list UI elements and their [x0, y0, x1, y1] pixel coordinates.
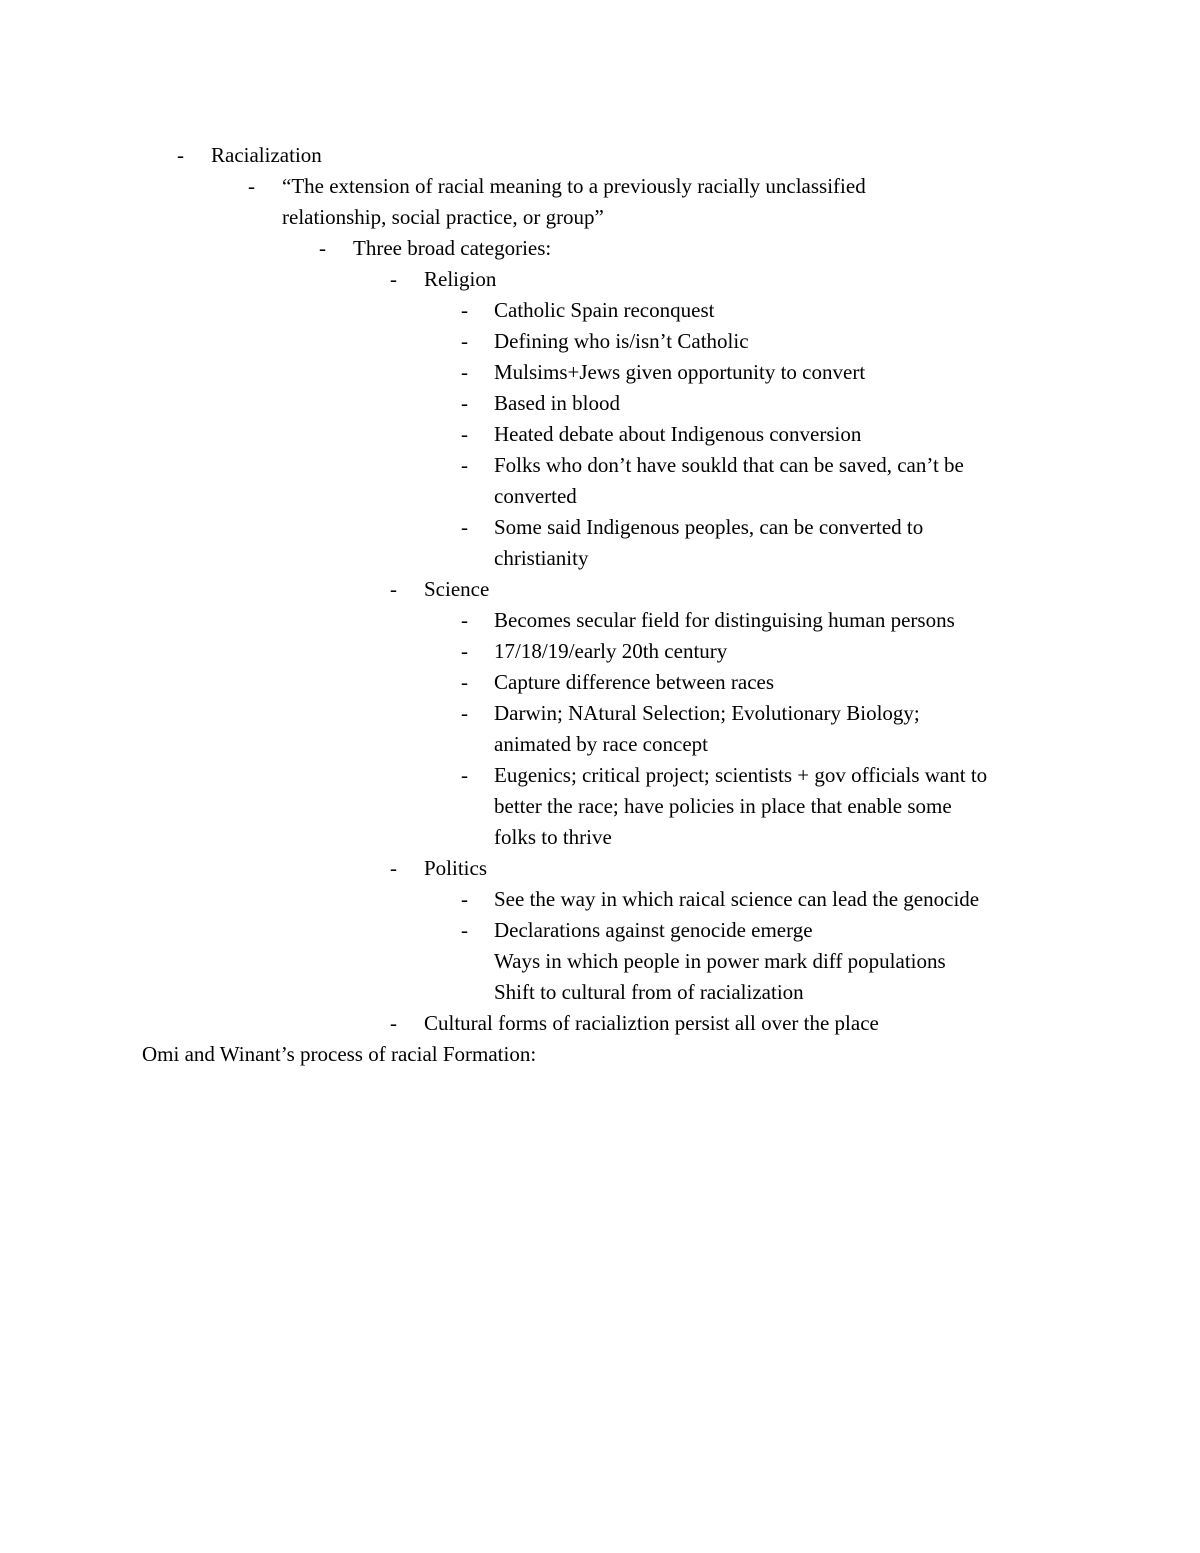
- outline-item-definition-continued: [0, 202, 1200, 233]
- outline-text: Science: [424, 577, 490, 601]
- list-item-continued: [0, 481, 1200, 512]
- bullet-dash: -: [461, 639, 468, 663]
- bullet-dash: -: [390, 267, 397, 291]
- list-item: [0, 512, 1200, 543]
- list-item-continued: [0, 791, 1200, 822]
- outline-text: Some said Indigenous peoples, can be converted to: [494, 515, 924, 539]
- bullet-dash: -: [390, 856, 397, 880]
- outline-text: Defining who is/isn’t Catholic: [494, 329, 749, 353]
- bullet-dash: -: [390, 577, 397, 601]
- notes-outline: [0, 140, 1200, 1070]
- list-item-continued: [0, 822, 1200, 853]
- list-item: [0, 667, 1200, 698]
- outline-text: Capture difference between races: [494, 670, 775, 694]
- outline-text: 17/18/19/early 20th century: [494, 639, 728, 663]
- outline-text: Politics: [424, 856, 488, 880]
- bullet-dash: -: [461, 701, 468, 725]
- list-item: [0, 326, 1200, 357]
- outline-item-science: [0, 574, 1200, 605]
- bullet-dash: -: [461, 298, 468, 322]
- outline-text: animated by race concept: [494, 732, 708, 756]
- bullet-dash: -: [461, 391, 468, 415]
- bullet-dash: -: [390, 1011, 397, 1035]
- outline-text: “The extension of racial meaning to a previously racially unclassified: [282, 174, 866, 198]
- outline-item-racialization: [0, 140, 1200, 171]
- outline-text: Shift to cultural from of racialization: [494, 980, 804, 1004]
- list-item: [0, 884, 1200, 915]
- closing-paragraph: [0, 1039, 1200, 1070]
- list-item-continued: [0, 543, 1200, 574]
- outline-text: Declarations against genocide emerge: [494, 918, 813, 942]
- outline-item-categories-heading: [0, 233, 1200, 264]
- outline-text: Based in blood: [494, 391, 620, 415]
- list-item: [0, 295, 1200, 326]
- outline-item-politics: [0, 853, 1200, 884]
- bullet-dash: -: [319, 236, 326, 260]
- outline-text: Eugenics; critical project; scientists + gov officials want to: [494, 763, 988, 787]
- outline-text: Folks who don’t have soukld that can be saved, can’t be: [494, 453, 964, 477]
- outline-item-definition: [0, 171, 1200, 202]
- bullet-dash: -: [461, 453, 468, 477]
- outline-text: Catholic Spain reconquest: [494, 298, 715, 322]
- bullet-dash: -: [248, 174, 255, 198]
- bullet-dash: -: [461, 515, 468, 539]
- outline-text: Mulsims+Jews given opportunity to convert: [494, 360, 866, 384]
- outline-text: See the way in which raical science can lead the genocide: [494, 887, 980, 911]
- list-item: [0, 419, 1200, 450]
- list-item-continued: [0, 729, 1200, 760]
- outline-text: Cultural forms of racializtion persist all over the place: [424, 1011, 879, 1035]
- list-item: [0, 450, 1200, 481]
- list-item-continued: [0, 977, 1200, 1008]
- list-item: [0, 636, 1200, 667]
- bullet-dash: -: [177, 143, 184, 167]
- outline-item-cultural-forms: [0, 1008, 1200, 1039]
- outline-text: better the race; have policies in place that enable some: [494, 794, 952, 818]
- bullet-dash: -: [461, 422, 468, 446]
- outline-text: folks to thrive: [494, 825, 612, 849]
- list-item: [0, 388, 1200, 419]
- list-item: [0, 915, 1200, 946]
- list-item: [0, 760, 1200, 791]
- outline-text: Darwin; NAtural Selection; Evolutionary Biology;: [494, 701, 920, 725]
- bullet-dash: -: [461, 329, 468, 353]
- bullet-dash: -: [461, 670, 468, 694]
- list-item: [0, 698, 1200, 729]
- list-item: [0, 357, 1200, 388]
- outline-text: relationship, social practice, or group”: [282, 205, 604, 229]
- outline-item-religion: [0, 264, 1200, 295]
- outline-text: Religion: [424, 267, 497, 291]
- bullet-dash: -: [461, 918, 468, 942]
- outline-text: converted: [494, 484, 577, 508]
- list-item-continued: [0, 946, 1200, 977]
- outline-text: Becomes secular field for distinguising human persons: [494, 608, 955, 632]
- bullet-dash: -: [461, 763, 468, 787]
- outline-text: Heated debate about Indigenous conversion: [494, 422, 862, 446]
- bullet-dash: -: [461, 608, 468, 632]
- outline-text: Three broad categories:: [353, 236, 552, 260]
- paragraph-text: Omi and Winant’s process of racial Formation:: [142, 1042, 537, 1066]
- outline-text: Racialization: [211, 143, 322, 167]
- bullet-dash: -: [461, 360, 468, 384]
- bullet-dash: -: [461, 887, 468, 911]
- outline-text: christianity: [494, 546, 589, 570]
- outline-text: Ways in which people in power mark diff populations: [494, 949, 946, 973]
- list-item: [0, 605, 1200, 636]
